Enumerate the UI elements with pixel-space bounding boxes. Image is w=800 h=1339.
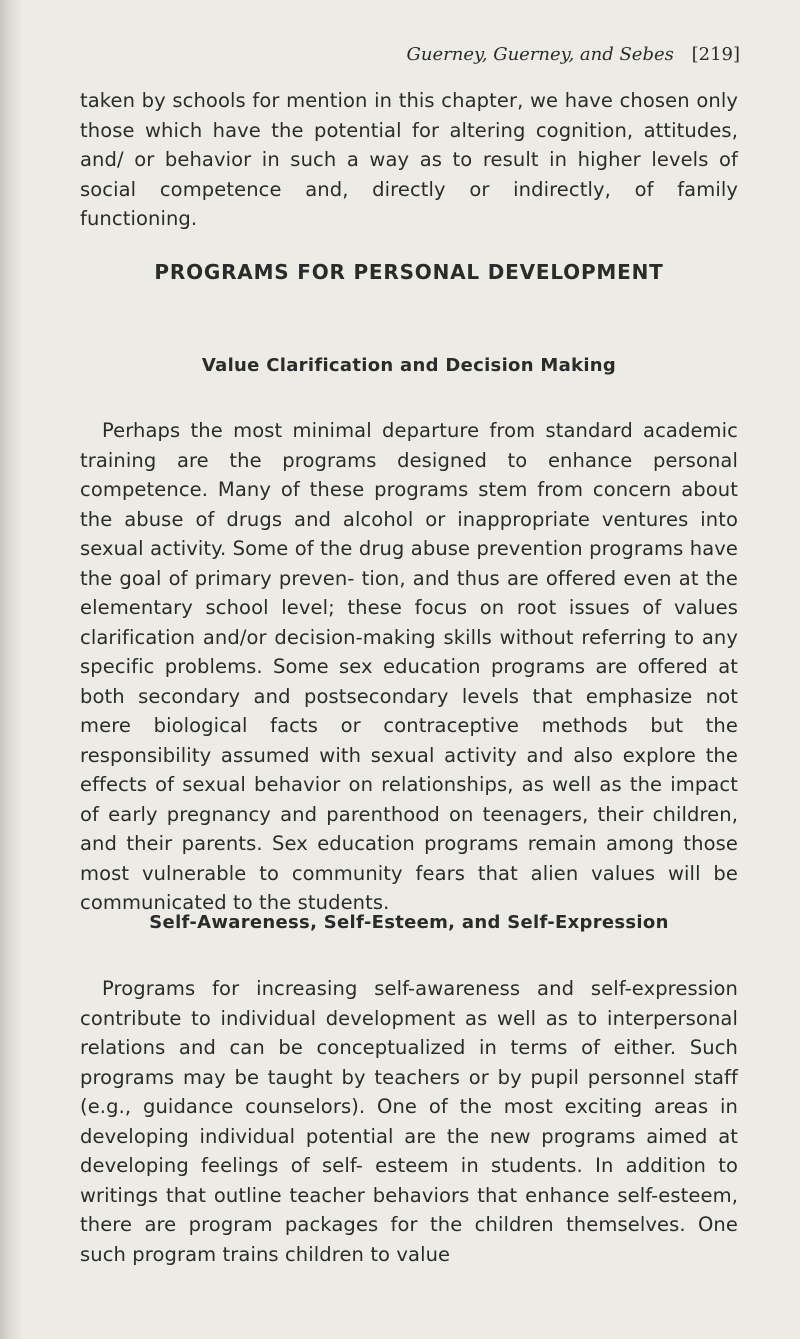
running-head-authors: Guerney, Guerney, and Sebes	[406, 44, 674, 65]
paragraph-intro-continuation: taken by schools for mention in this chapter, we have chosen only those which have the potential for altering cognition, attitudes, and/ or behavior in such a way as to result in higher levels of social competence and, directly or indirectly, of family functioning.	[80, 89, 738, 230]
subheading-value-clarification: Value Clarification and Decision Making	[201, 355, 617, 376]
section-heading: PROGRAMS FOR PERSONAL DEVELOPMENT	[154, 260, 664, 284]
running-head	[407, 44, 741, 65]
subheading-self-awareness: Self-Awareness, Self-Esteem, and Self-Expression	[149, 912, 669, 933]
page-number: [219]	[691, 44, 740, 65]
paragraph-value-clarification-text: Perhaps the most minimal departure from standard academic training are the programs designed to enhance personal competence. Many of these programs stem from concern about the abuse of drugs and alcohol or inappropriate ventures into sexual activity. Some of the drug abuse prevention programs have the goal of primary preven- tion, and thus are offered even at the elementary school level; these focus on root issues of values clarification and/or decision-making skills without referring to any specific problems. Some sex education programs are offered at both secondary and postsecondary levels that emphasize not mere biological facts or contraceptive methods but the responsibility assumed with sexual activity and also explore the effects of sexual behavior on relationships, as well as the impact of early pregnancy and parenthood on teenagers, their children, and their parents. Sex education programs remain among those most vulnerable to community fears that alien values will be communicated to the students.	[80, 419, 738, 914]
paragraph-value-clarification	[80, 416, 738, 918]
paragraph-self-awareness	[80, 974, 738, 1269]
paragraph-self-awareness-text: Programs for increasing self-awareness and self-expression contribute to individual development as well as to interpersonal relations and can be conceptualized in terms of either. Such programs may be taught by teachers or by pupil personnel staff (e.g., guidance counselors). One of the most exciting areas in developing individual potential are the new programs aimed at developing feelings of self- esteem in students. In addition to writings that outline teacher behaviors that enhance self-esteem, there are program packages for the children themselves. One such program trains children to value	[80, 977, 738, 1266]
